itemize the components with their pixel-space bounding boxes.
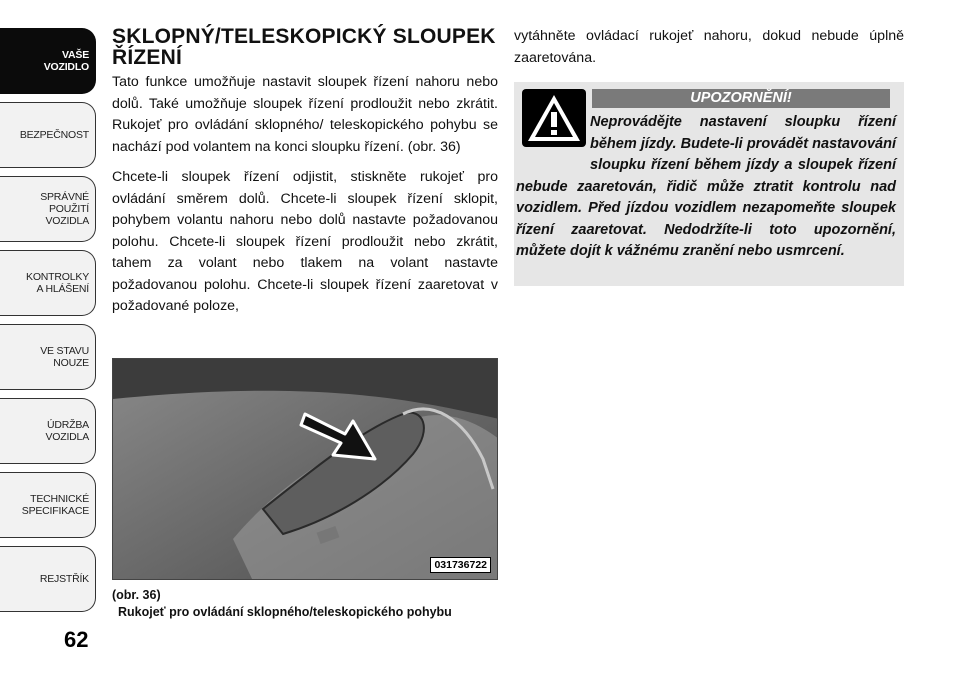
page-number: 62 bbox=[64, 627, 89, 652]
paragraph-continuation: vytáhněte ovládací rukojeť nahoru, dokud nebude úplně zaaretována. bbox=[514, 28, 904, 66]
figure-caption: Rukojeť pro ovládání sklopného/teleskopického pohybu bbox=[118, 605, 452, 619]
tab-label: VAŠE VOZIDLO bbox=[43, 49, 89, 73]
warning-box bbox=[514, 82, 904, 286]
tab-label: KONTROLKY A HLÁŠENÍ bbox=[26, 271, 89, 295]
tab-label: SPRÁVNÉ POUŽITÍ VOZIDLA bbox=[40, 191, 89, 227]
tab-label: VE STAVU NOUZE bbox=[40, 345, 89, 369]
tab-rejstrik[interactable] bbox=[0, 546, 96, 612]
tab-label: TECHNICKÉ SPECIFIKACE bbox=[21, 493, 89, 517]
tab-vase-vozidlo[interactable] bbox=[0, 28, 96, 94]
tab-spravne-pouziti[interactable] bbox=[0, 176, 96, 242]
warning-text-wrap bbox=[514, 112, 896, 263]
right-column bbox=[514, 26, 904, 78]
tab-kontrolky[interactable] bbox=[0, 250, 96, 316]
warning-text: Neprovádějte nastavení sloupku řízení během jízdy. Budete-li provádět nastavování sloupku řízení během jízdy a sloupek řízení nebude zaaretován, řidič může ztratit kontrolu nad vozidlem. Před jízdou vozidlem nezapomeňte sloupek řízení zaaretovat. Nedodržíte-li toto upozornění, můžete dojít k vážnému zranění nebo usmrcení. bbox=[516, 114, 896, 259]
steering-column-photo bbox=[113, 359, 498, 580]
tab-udrzba[interactable] bbox=[0, 398, 96, 464]
left-column bbox=[112, 26, 498, 327]
figure-code: 031736722 bbox=[430, 557, 491, 573]
tab-technicke-specifikace[interactable] bbox=[0, 472, 96, 538]
tab-ve-stavu-nouze[interactable] bbox=[0, 324, 96, 390]
paragraph-instructions: Chcete-li sloupek řízení odjistit, stiskněte rukojeť pro ovládání směrem dolů. Chcete-li sloupek řízení sklopit, pohybem volantu nahoru nebo dolů nastavte požadovanou polohu. Chcete-li sloupek řízení prodloužit nebo zkrátit, tahem za volant nebo tlakem na volant nastavte požadovanou polohu. Chcete-li sloupek řízení zaaretovat v požadované poloze, bbox=[112, 169, 498, 314]
tab-bezpecnost[interactable] bbox=[0, 102, 96, 168]
paragraph-intro: Tato funkce umožňuje nastavit sloupek řízení nahoru nebo dolů. Také umožňuje sloupek řízení prodloužit nebo zkrátit. Rukojeť pro ovládání sklopného/ teleskopického pohybu se nachází pod volantem na konci sloupku řízení. (obr. 36) bbox=[112, 74, 498, 155]
tab-label: REJSTŘÍK bbox=[39, 573, 89, 585]
warning-title: UPOZORNĚNÍ! bbox=[592, 89, 890, 108]
tab-label: ÚDRŽBA VOZIDLA bbox=[45, 419, 89, 443]
figure-reference: (obr. 36) bbox=[112, 588, 161, 602]
tab-label: BEZPEČNOST bbox=[19, 129, 89, 141]
figure-steering-column-handle bbox=[112, 358, 498, 580]
section-heading: SKLOPNÝ/TELESKOPICKÝ SLOUPEK ŘÍZENÍ bbox=[112, 25, 496, 69]
